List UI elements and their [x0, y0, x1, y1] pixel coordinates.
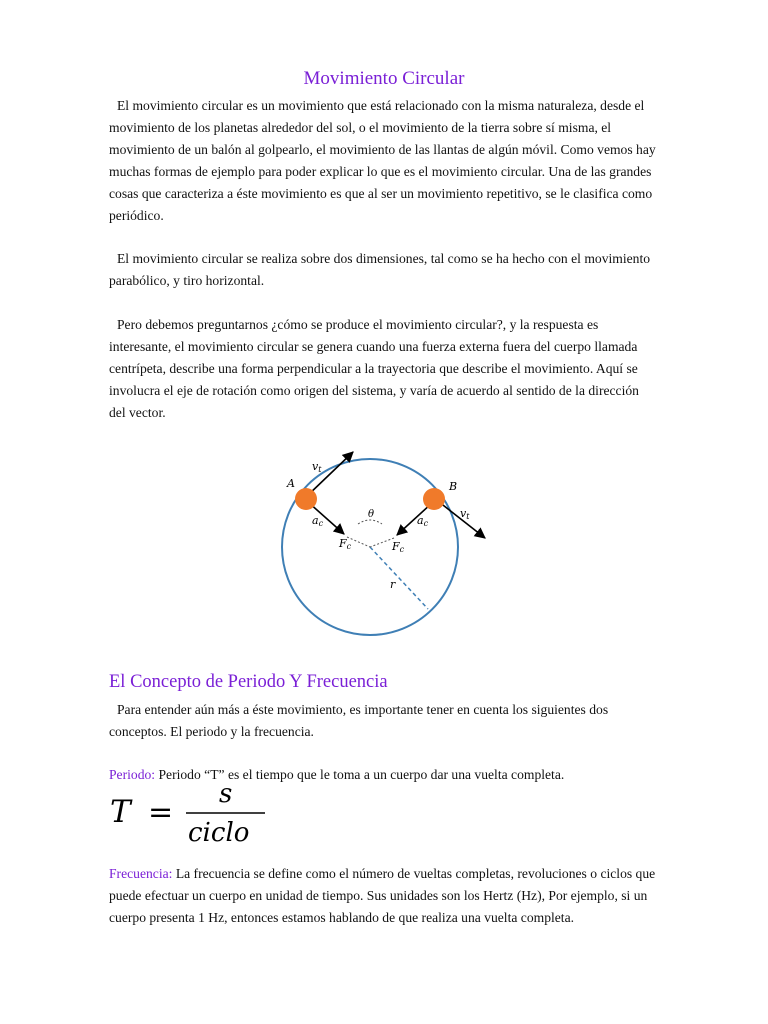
page-title: Movimiento Circular — [303, 68, 465, 89]
paragraph-centripetal-text: Pero debemos preguntarnos ¿cómo se produce el movimiento circular?, y la respuesta es interesante, el movimiento circular se genera cuando una fuerza externa fuera del cuerpo llamada centrípeta, describe una forma perpendicular a la trayectoria que describe el movimiento. Aquí se involucra el eje de rotación como origen del sistema, y varía de acuerdo al sentido de la dirección del vector. — [109, 317, 639, 420]
label-fc-b: Fc — [392, 540, 405, 554]
paragraph-section-intro — [109, 699, 657, 743]
paragraph-dimensions — [109, 248, 657, 292]
period-formula — [108, 780, 288, 850]
paragraph-section-intro-text: Para entender aún más a éste movimiento, es importante tener en cuenta los siguientes dos conceptos. El periodo y la frecuencia. — [109, 702, 609, 739]
frecuencia-definition — [109, 863, 657, 929]
fc-dash-b — [370, 538, 394, 547]
frecuencia-term: Frecuencia: — [109, 866, 173, 881]
label-vt-a: vt — [312, 460, 322, 474]
paragraph-dimensions-text: El movimiento circular se realiza sobre dos dimensiones, tal como se ha hecho con el movimiento parabólico, y tiro horizontal. — [109, 251, 651, 288]
label-ac-b: ac — [417, 514, 429, 528]
label-theta: θ — [368, 509, 375, 520]
frecuencia-text: La frecuencia se define como el número de vueltas completas, revoluciones o ciclos que puede efectuar un cuerpo en unidad de tiempo. Sus unidades son los Hertz (Hz), Por ejemplo, si un cuerpo presenta 1 Hz, entonces estamos hablando de que realiza una vuelta completa. — [109, 866, 656, 925]
label-b: B — [449, 480, 458, 493]
radius-line — [370, 547, 428, 609]
ball-a — [295, 488, 317, 510]
label-vt-b: vt — [460, 507, 470, 521]
label-ac-a: ac — [312, 514, 324, 528]
circular-motion-diagram — [270, 446, 500, 646]
paragraph-centripetal — [109, 314, 657, 424]
label-a: A — [287, 477, 295, 490]
formula-denominator: ciclo — [188, 818, 250, 848]
paragraph-intro-text: El movimiento circular es un movimiento que está relacionado con la misma naturaleza, desde el movimiento de los planetas alrededor del sol, o el movimiento de la tierra sobre sí misma, el movimiento de un balón al golpearlo, el movimiento de las llantas de algún móvil. Como vemos hay muchas formas de ejemplo para poder explicar lo que es el movimiento circular. Una de las grandes cosas que caracteriza a éste movimiento es que al ser un movimiento repetitivo, se le clasifica como periódico. — [109, 98, 656, 223]
vt-arrow-a — [306, 452, 353, 497]
section-title: El Concepto de Periodo Y Frecuencia — [109, 672, 388, 692]
theta-arc — [358, 520, 382, 524]
label-r: r — [390, 578, 396, 591]
ball-b — [423, 488, 445, 510]
formula-equals: = — [148, 795, 174, 830]
label-fc-a: Fc — [339, 537, 352, 551]
periodo-text: Periodo “T” es el tiempo que le toma a un cuerpo dar una vuelta completa. — [158, 767, 565, 782]
paragraph-intro — [109, 95, 657, 227]
periodo-term: Periodo: — [109, 767, 156, 782]
formula-lhs: T — [110, 794, 131, 830]
formula-numerator: s — [219, 780, 233, 809]
